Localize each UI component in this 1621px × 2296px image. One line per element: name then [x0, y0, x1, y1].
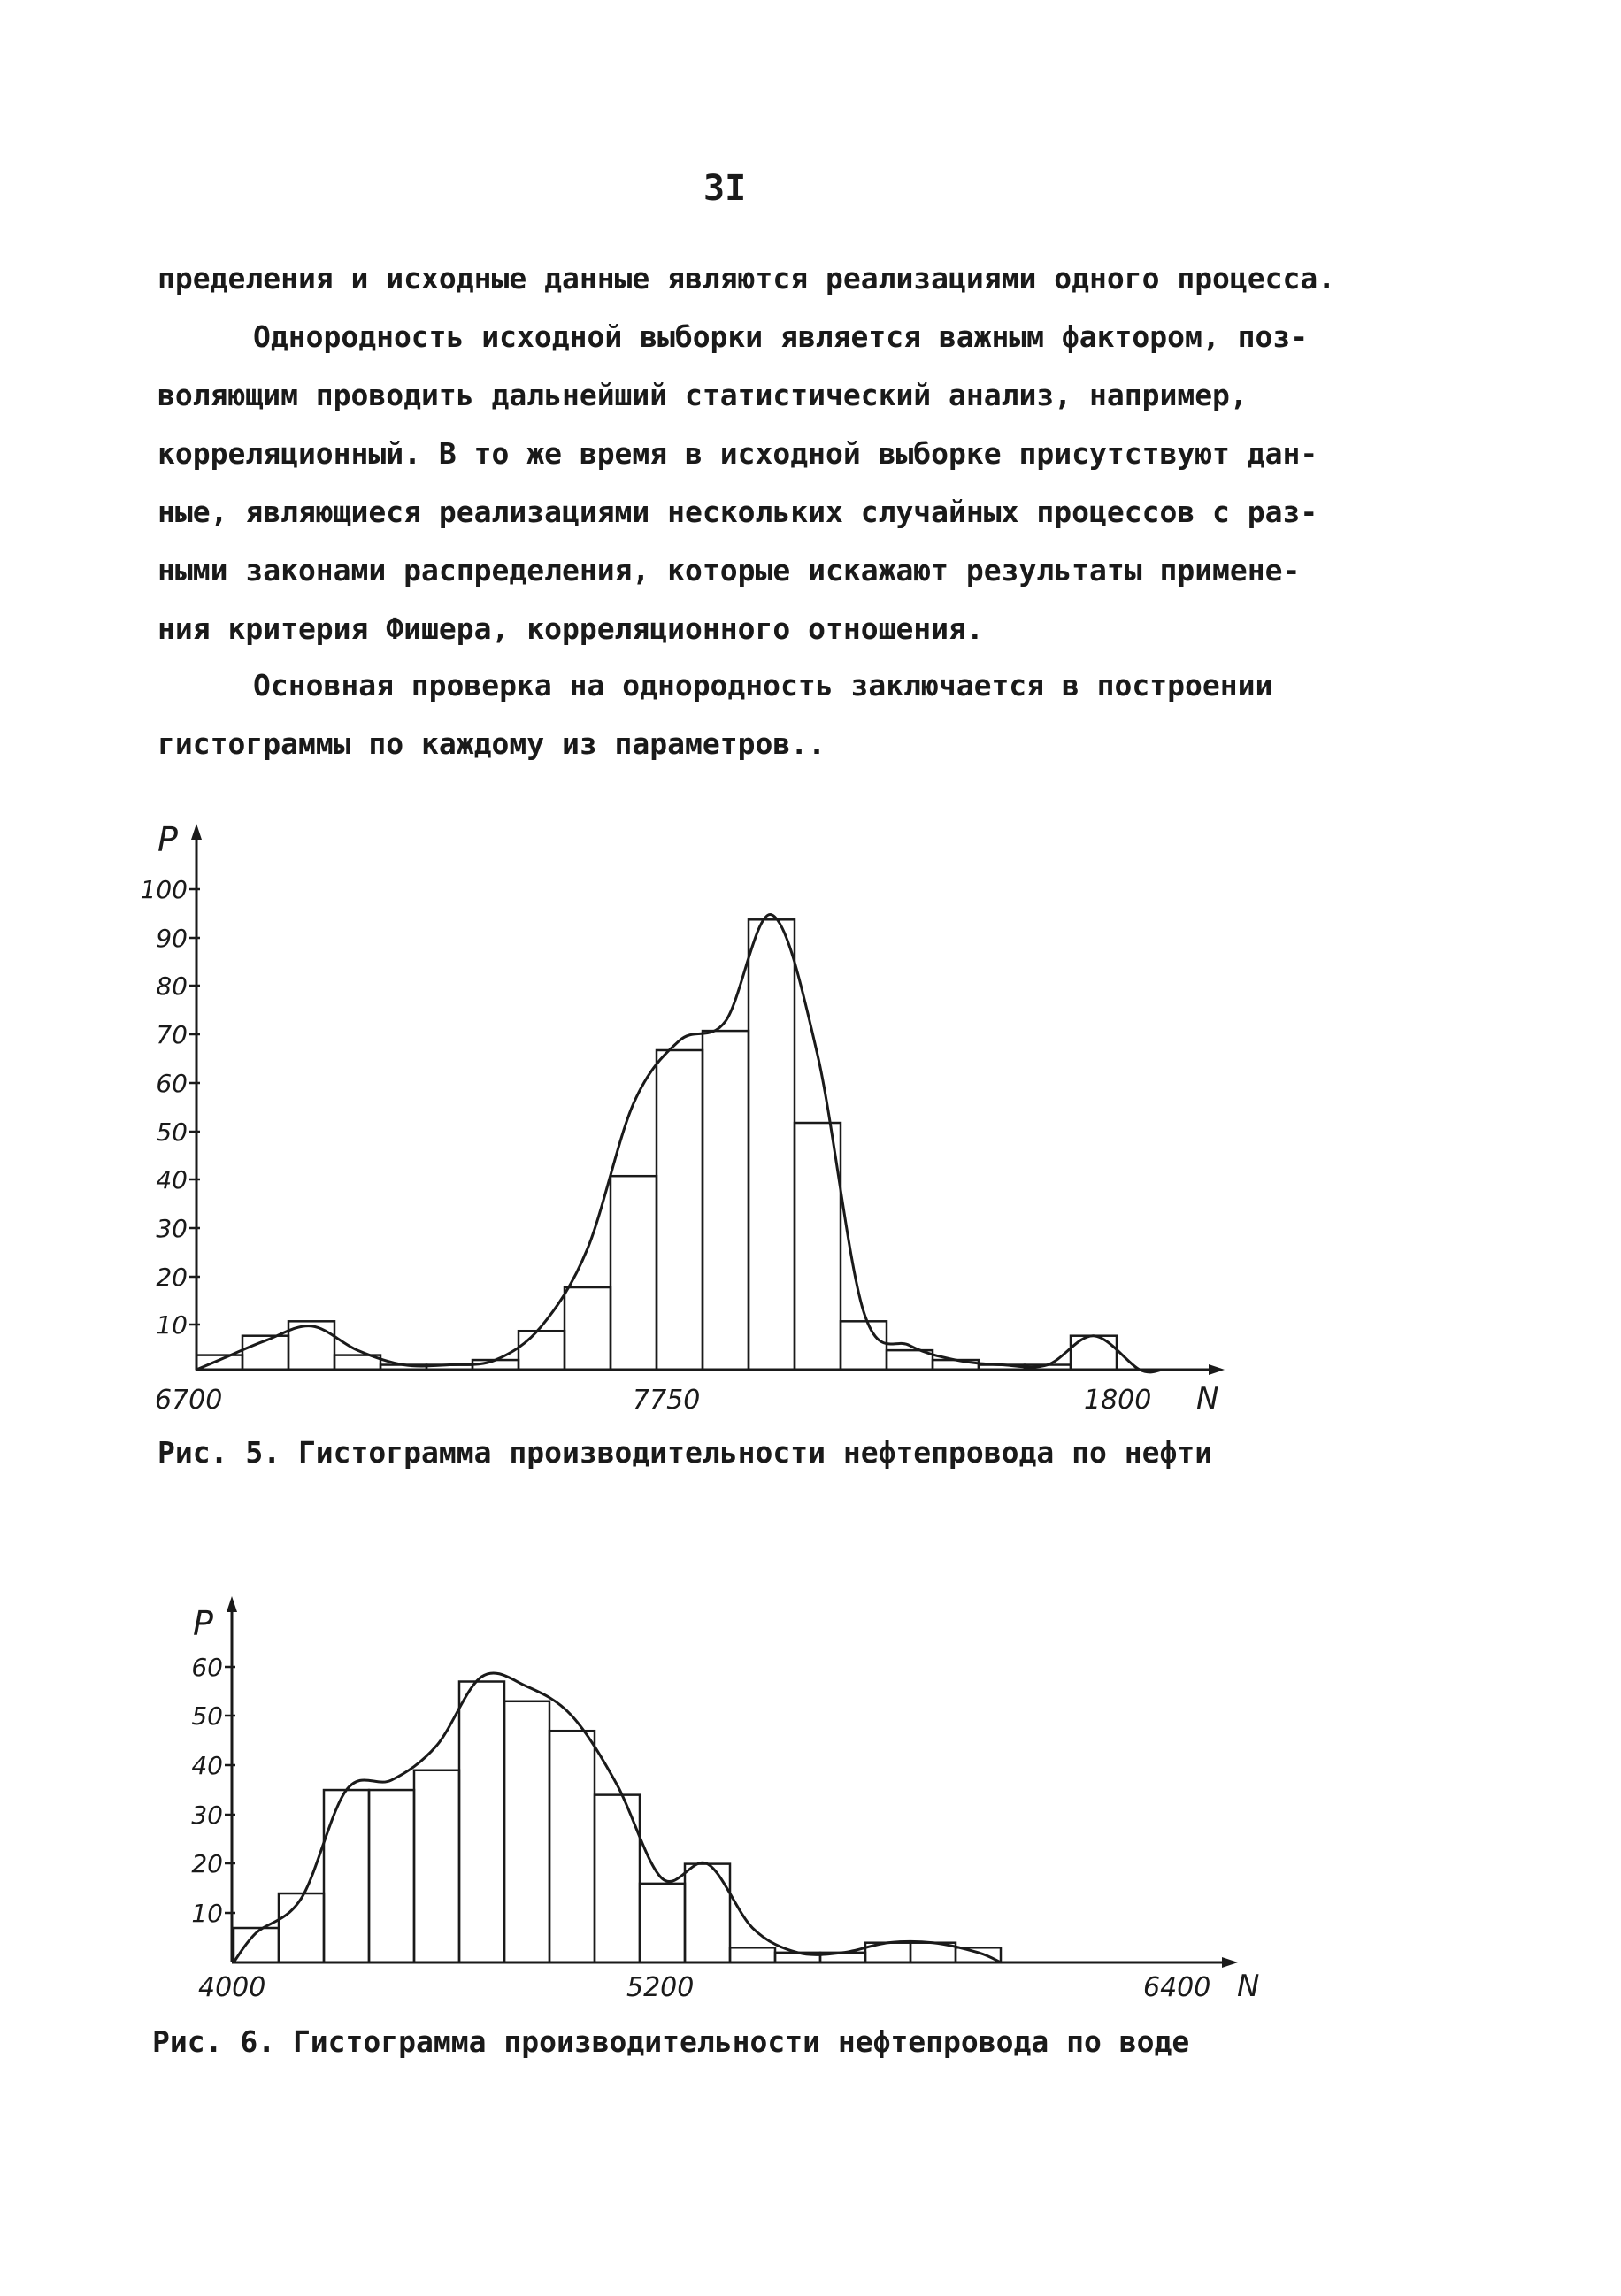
- fig6-bar: [279, 1893, 324, 1962]
- fig6-y-tick-label: 60: [191, 1653, 223, 1682]
- fig6-y-tick-label: 30: [191, 1801, 223, 1830]
- fig5-bar: [519, 1331, 565, 1370]
- fig6-density-curve: [234, 1673, 1001, 1962]
- fig5-x-axis-title: N: [1196, 1381, 1219, 1417]
- fig5-bar: [841, 1321, 887, 1370]
- fig6-bar: [459, 1682, 504, 1962]
- text-line: ными законами распределения, которые искажают результаты примене-: [157, 553, 1301, 587]
- fig5-x-axis-arrow: [1209, 1364, 1225, 1375]
- text-line: Основная проверка на однородность заключается в построении: [253, 668, 1273, 703]
- text-line: гистограммы по каждому из параметров..: [157, 726, 826, 761]
- text-line: воляющим проводить дальнейший статистический анализ, например,: [157, 378, 1248, 412]
- fig6-bar: [414, 1770, 459, 1962]
- figure-6-caption: Рис. 6. Гистограмма производительности нефтепровода по воде: [152, 2024, 1190, 2059]
- fig5-bar: [749, 919, 795, 1370]
- fig5-y-tick-label: 70: [156, 1020, 188, 1049]
- fig6-bar: [324, 1790, 369, 1962]
- fig5-x-tick-label: 1800: [1084, 1385, 1152, 1416]
- text-line: пределения и исходные данные являются реализациями одного процесса.: [157, 261, 1336, 296]
- fig5-y-axis-title: P: [157, 820, 178, 859]
- fig5-y-tick-label: 100: [140, 875, 188, 904]
- fig6-y-tick-label: 50: [191, 1701, 223, 1731]
- fig6-x-tick-label: 6400: [1143, 1972, 1211, 2003]
- fig5-y-tick-label: 20: [156, 1263, 188, 1292]
- fig5-bar: [703, 1031, 749, 1370]
- fig5-y-tick-label: 30: [156, 1214, 188, 1243]
- fig6-bar: [504, 1701, 549, 1962]
- figure-5-caption: Рис. 5. Гистограмма производительности нефтепровода по нефти: [157, 1435, 1213, 1470]
- fig5-y-tick-label: 10: [156, 1310, 188, 1340]
- fig6-y-tick-label: 40: [191, 1751, 223, 1780]
- fig5-y-tick-label: 60: [156, 1069, 188, 1098]
- fig6-bar: [730, 1947, 775, 1962]
- fig6-y-tick-label: 20: [191, 1849, 223, 1878]
- fig5-x-tick-label: 7750: [633, 1385, 701, 1416]
- fig6-y-tick-label: 10: [191, 1899, 223, 1928]
- text-line: ния критерия Фишера, корреляционного отношения.: [157, 611, 984, 646]
- fig5-y-tick-label: 50: [156, 1117, 188, 1147]
- fig5-bar: [611, 1176, 657, 1370]
- page-number: 3I: [703, 168, 747, 209]
- fig6-x-tick-label: 4000: [198, 1972, 266, 2003]
- fig5-density-curve: [196, 915, 1163, 1372]
- fig6-y-axis-title: P: [193, 1604, 213, 1643]
- fig5-x-tick-label: 6700: [155, 1385, 223, 1416]
- fig5-y-tick-label: 90: [156, 924, 188, 953]
- fig6-bar: [549, 1731, 595, 1962]
- text-line: корреляционный. В то же время в исходной выборке присутствуют дан-: [157, 436, 1318, 471]
- fig6-bar: [640, 1884, 685, 1962]
- fig5-y-tick-label: 80: [156, 971, 188, 1001]
- fig5-y-tick-label: 40: [156, 1165, 188, 1194]
- fig5-bar: [795, 1123, 841, 1370]
- text-line: Однородность исходной выборки является важным фактором, поз-: [253, 319, 1309, 354]
- fig6-bar: [685, 1864, 730, 1962]
- text-line: ные, являющиеся реализациями нескольких случайных процессов с раз-: [157, 495, 1318, 529]
- fig6-x-axis-arrow: [1222, 1957, 1238, 1968]
- fig6-x-axis-title: N: [1237, 1969, 1260, 2004]
- fig5-bar: [565, 1287, 611, 1370]
- fig5-bar: [657, 1050, 703, 1370]
- fig6-x-tick-label: 5200: [626, 1972, 695, 2003]
- fig5-y-axis-arrow: [191, 824, 202, 840]
- fig6-bar: [369, 1790, 414, 1962]
- fig6-y-axis-arrow: [227, 1596, 237, 1612]
